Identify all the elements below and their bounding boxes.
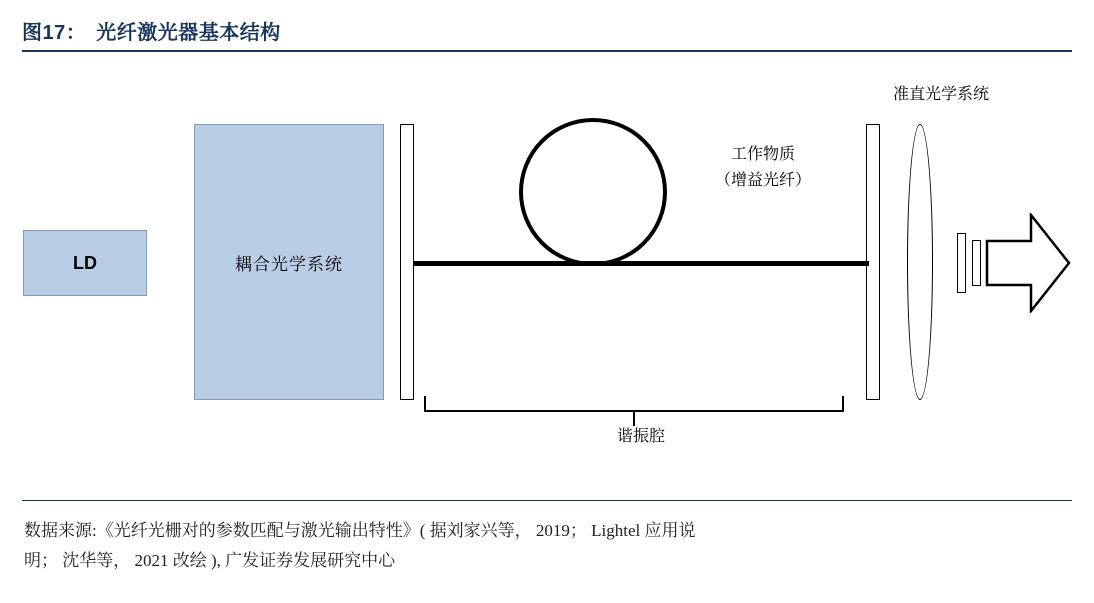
collimator-label: 准直光学系统 bbox=[892, 86, 989, 103]
coupling-optics-label: 耦合光学系统 bbox=[235, 254, 343, 274]
source-line-2: 明； 沈华等， 2021 改绘 ), 广发证券发展研究中心 bbox=[24, 551, 396, 570]
gain-medium-label bbox=[688, 142, 838, 194]
output-beam-bar-2 bbox=[972, 240, 981, 286]
source-line-1: 数据来源:《光纤光栅对的参数匹配与激光输出特性》( 据刘家兴等， 2019； Lightel 应用说 bbox=[24, 521, 696, 540]
coupling-optics-box bbox=[194, 124, 384, 400]
ld-label: LD bbox=[73, 252, 97, 273]
left-mirror-plate bbox=[400, 124, 414, 400]
resonator-label: 谐振腔 bbox=[616, 428, 665, 445]
footer-divider bbox=[22, 500, 1072, 501]
gain-medium-label-line1: 工作物质 bbox=[730, 146, 795, 163]
resonator-brace bbox=[424, 396, 844, 412]
title-divider bbox=[22, 50, 1072, 52]
gain-medium-label-line2: （增益光纤） bbox=[714, 172, 811, 189]
ld-box bbox=[23, 230, 147, 296]
figure-number: 图17： bbox=[22, 22, 87, 44]
page-title bbox=[22, 16, 281, 45]
figure-title-text: 光纤激光器基本结构 bbox=[96, 22, 281, 44]
fiber-coil bbox=[519, 118, 667, 266]
fiber-line bbox=[414, 261, 869, 266]
collimating-lens bbox=[907, 124, 933, 400]
output-beam-bar-1 bbox=[957, 233, 966, 293]
output-arrow-icon bbox=[985, 213, 1071, 313]
source-note bbox=[24, 516, 1070, 576]
